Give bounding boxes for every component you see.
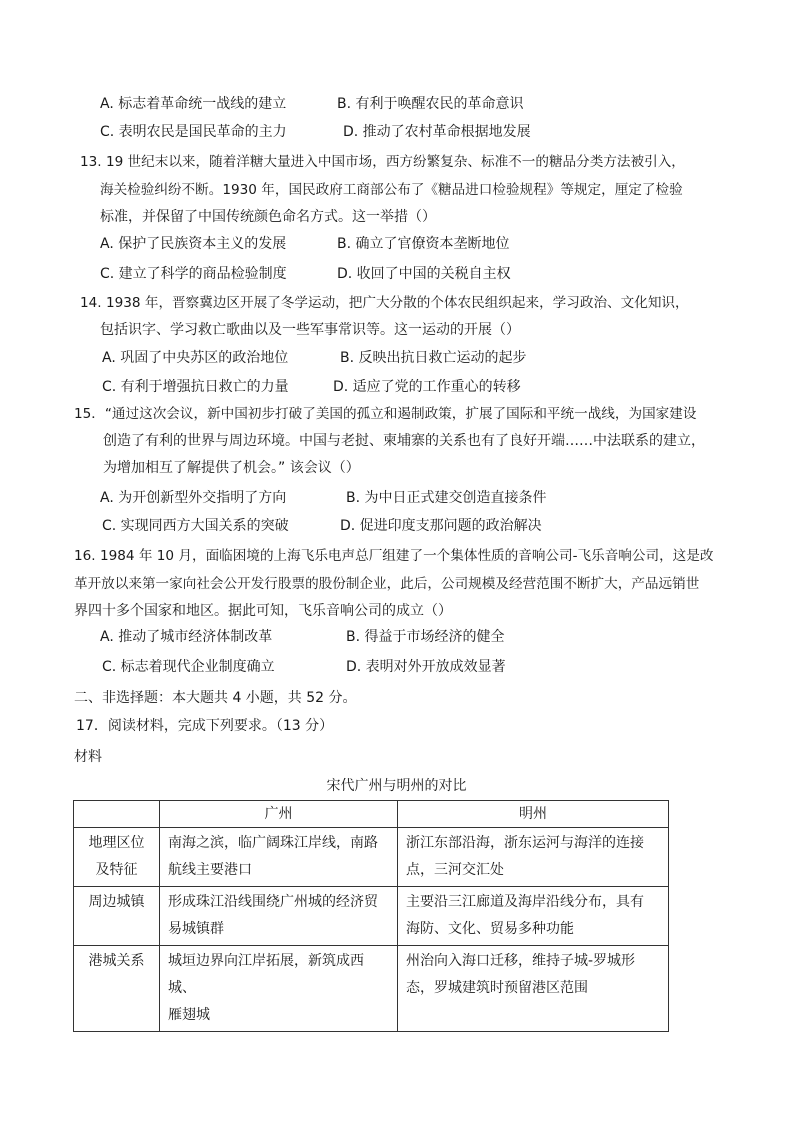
q13-option-b: B. 确立了官僚资本垄断地位 — [337, 236, 510, 252]
q16-stem-line3: 界四十多个国家和地区。据此可知，飞乐音响公司的成立（） — [74, 603, 452, 619]
q16-option-b: B. 得益于市场经济的健全 — [346, 629, 505, 645]
q13-stem-line3: 标准，并保留了中国传统颜色命名方式。这一举措（） — [100, 209, 436, 225]
q14-option-b: B. 反映出抗日救亡运动的起步 — [340, 350, 527, 366]
q13-stem-line1: 13. 19 世纪末以来，随着洋糖大量进入中国市场，西方纷繁复杂、标准不一的糖品分类方法被引入， — [80, 154, 685, 170]
q12-option-d: D. 推动了农村革命根据地发展 — [343, 124, 531, 140]
q13-option-d: D. 收回了中国的关税自主权 — [337, 266, 511, 282]
comparison-table — [73, 800, 669, 1032]
q12-option-a: A. 标志着革命统一战线的建立 — [100, 96, 287, 112]
mingzhou-cell: 州治向入海口迁移，维持子城-罗城形 态，罗城建筑时预留港区范围 — [398, 946, 669, 1032]
row-label: 周边城镇 — [74, 887, 160, 946]
q13-stem-line2: 海关检验纠纷不断。1930 年，国民政府工商部公布了《糖品进口检验规程》等规定，厘定了检验 — [100, 182, 683, 198]
q15-option-d: D. 促进印度支那问题的政治解决 — [340, 518, 542, 534]
q15-stem-line2: 创造了有利的世界与周边环境。中国与老挝、柬埔寨的关系也有了良好开端……中法联系的建立， — [103, 433, 705, 449]
q15-stem-line1: 15．“通过这次会议，新中国初步打破了美国的孤立和遏制政策，扩展了国际和平统一战线，为国家建设 — [74, 406, 697, 422]
q16-option-a: A. 推动了城市经济体制改革 — [100, 629, 273, 645]
guangzhou-cell: 城垣边界向江岸拓展，新筑成西城、 雁翅城 — [160, 946, 398, 1032]
guangzhou-cell: 南海之滨，临广阔珠江岸线，南路 航线主要港口 — [160, 828, 398, 887]
q12-option-b: B. 有利于唤醒农民的革命意识 — [337, 96, 524, 112]
section2-heading: 二、非选择题：本大题共 4 小题，共 52 分。 — [74, 690, 357, 706]
q14-stem-line1: 14. 1938 年，晋察冀边区开展了冬学运动，把广大分散的个体农民组织起来，学习政治、文化知识， — [80, 295, 689, 311]
row-label: 地理区位 及特征 — [74, 828, 160, 887]
q16-option-d: D. 表明对外开放成效显著 — [346, 659, 506, 675]
q15-option-b: B. 为中日正式建交创造直接条件 — [346, 490, 547, 506]
q13-option-a: A. 保护了民族资本主义的发展 — [100, 236, 287, 252]
q14-stem-line2: 包括识字、学习救亡歌曲以及一些军事常识等。这一运动的开展（） — [100, 322, 520, 338]
mingzhou-cell: 主要沿三江廊道及海岸沿线分布，具有 海防、文化、贸易多种功能 — [398, 887, 669, 946]
row-label: 港城关系 — [74, 946, 160, 1032]
q16-option-c: C. 标志着现代企业制度确立 — [102, 659, 275, 675]
q16-stem-line1: 16. 1984 年 10 月，面临困境的上海飞乐电声总厂组建了一个集体性质的音响公司-飞乐音响公司，这是改 — [74, 548, 714, 564]
material-label: 材料 — [74, 749, 102, 765]
q17-prompt: 17．阅读材料，完成下列要求。（13 分） — [76, 718, 334, 734]
table-row — [74, 828, 669, 887]
table-header-row — [74, 801, 669, 828]
q16-stem-line2: 革开放以来第一家向社会公开发行股票的股份制企业，此后，公司规模及经营范围不断扩大，产品远销世 — [74, 576, 700, 592]
q15-option-a: A. 为开创新型外交指明了方向 — [100, 490, 287, 506]
q15-option-c: C. 实现同西方大国关系的突破 — [102, 518, 289, 534]
q12-option-c: C. 表明农民是国民革命的主力 — [100, 124, 287, 140]
table-row — [74, 887, 669, 946]
mingzhou-cell: 浙江东部沿海，浙东运河与海洋的连接 点，三河交汇处 — [398, 828, 669, 887]
table-header-empty — [74, 801, 160, 828]
q15-stem-line3: 为增加相互了解提供了机会。” 该会议（） — [103, 460, 360, 476]
table-header-mingzhou: 明州 — [398, 801, 669, 828]
guangzhou-cell: 形成珠江沿线围绕广州城的经济贸 易城镇群 — [160, 887, 398, 946]
q14-option-c: C. 有利于增强抗日救亡的力量 — [102, 379, 289, 395]
table-row — [74, 946, 669, 1032]
table-header-guangzhou: 广州 — [160, 801, 398, 828]
q14-option-a: A. 巩固了中央苏区的政治地位 — [102, 350, 289, 366]
table-caption: 宋代广州与明州的对比 — [326, 778, 467, 794]
q13-option-c: C. 建立了科学的商品检验制度 — [100, 266, 287, 282]
q14-option-d: D. 适应了党的工作重心的转移 — [333, 379, 521, 395]
